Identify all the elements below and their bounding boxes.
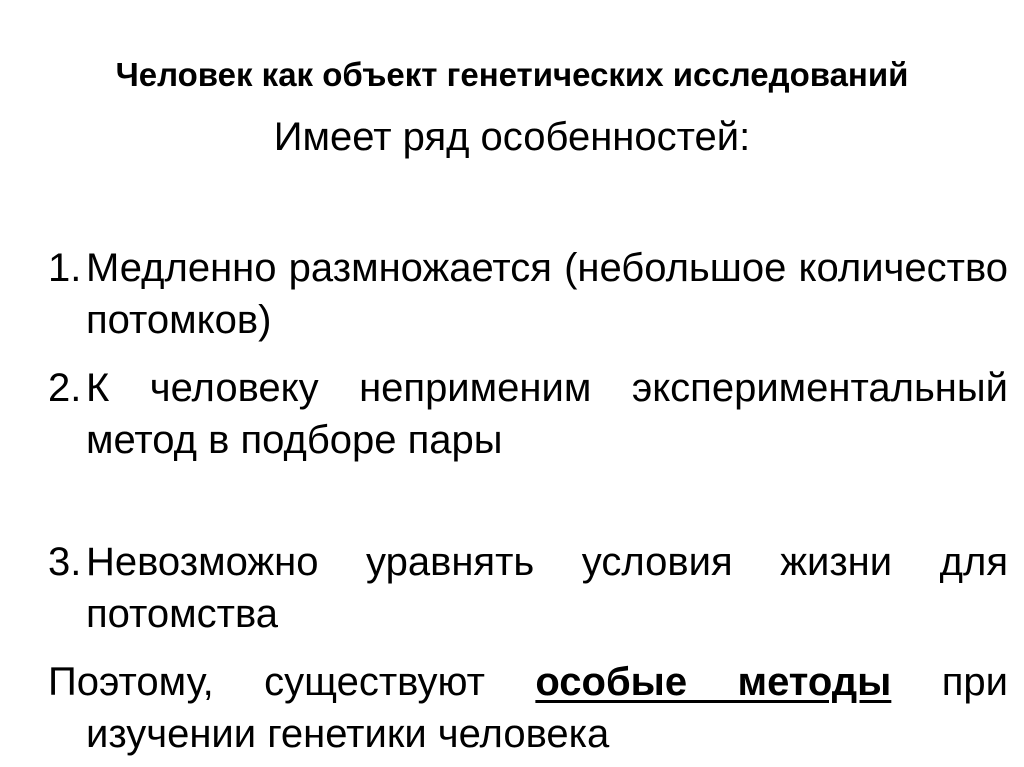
conclusion-text-before: Поэтому, существуют (48, 660, 536, 704)
list-item (48, 362, 1008, 466)
list-item-text: Медленно размножается (небольшое количество потомков) (86, 246, 1008, 342)
slide-title: Человек как объект генетических исследований (115, 56, 909, 93)
list-item-text: К человеку неприменим экспериментальный метод в подборе пары (86, 366, 1008, 462)
slide-subtitle: Имеет ряд особенностей: (273, 115, 751, 159)
list-item (48, 536, 1008, 640)
list-item (48, 242, 1008, 346)
conclusion-text-after: при изучении генетики человека (86, 660, 1008, 756)
list-item-number: 1. (48, 246, 82, 290)
conclusion-paragraph (48, 656, 1008, 760)
list-item-number: 3. (48, 540, 82, 584)
conclusion-emphasis: особые методы (535, 660, 892, 704)
list-item-number: 2. (48, 366, 82, 410)
list-item-text: Невозможно уравнять условия жизни для потомства (86, 540, 1008, 636)
